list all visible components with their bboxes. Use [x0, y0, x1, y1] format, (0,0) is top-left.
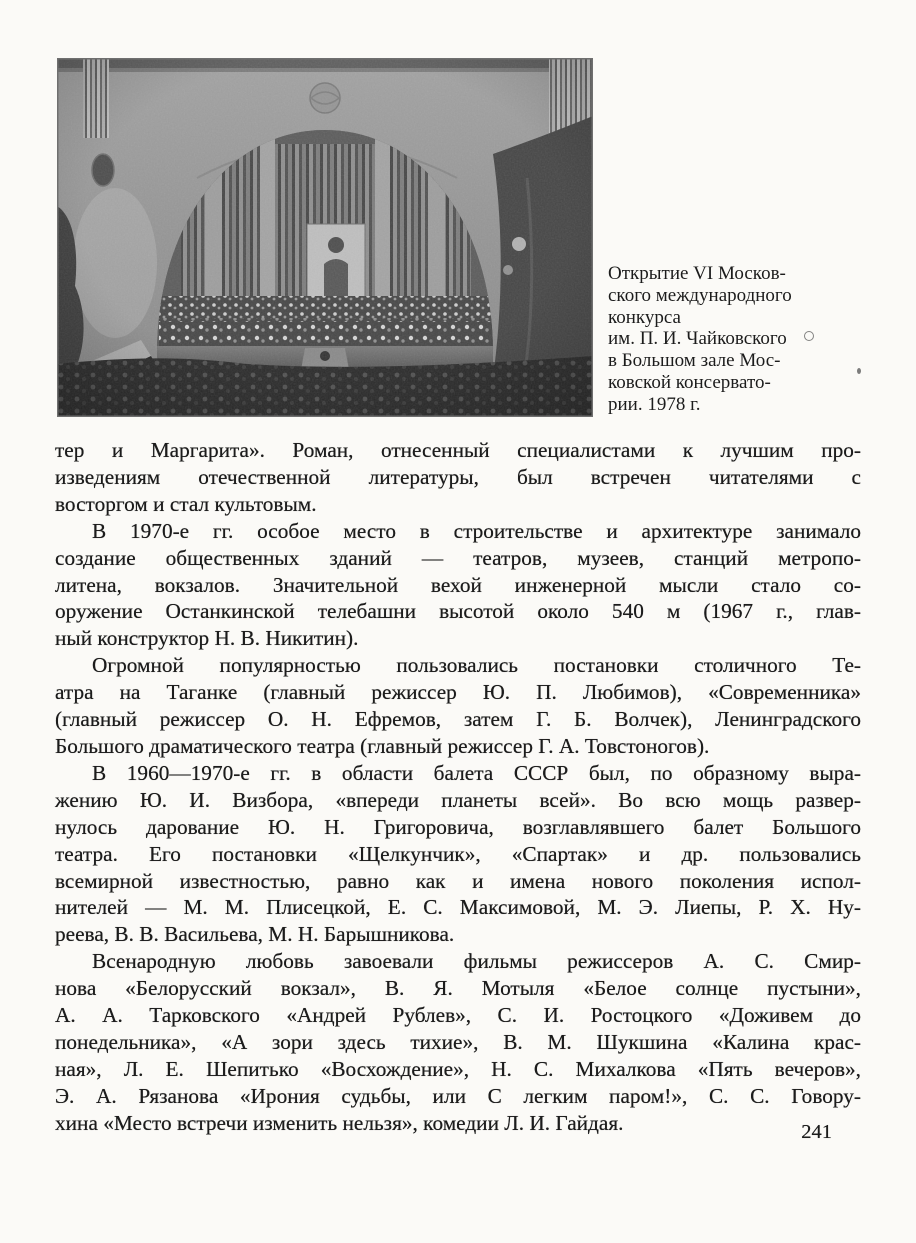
caption-line: Открытие VI Москов-: [608, 263, 786, 284]
text-line: атра на Таганке (главный режиссер Ю. П. Любимов), «Современника»: [55, 680, 861, 705]
paragraph: [55, 652, 861, 760]
text-line: оружение Останкинской телебашни высотой около 540 м (1967 г., глав-: [55, 599, 861, 624]
caption-line: им. П. И. Чайковского: [608, 328, 787, 350]
photo-conservatory-hall: [57, 58, 593, 417]
paragraph: [55, 760, 861, 948]
text-line: (главный режиссер О. Н. Ефремов, затем Г. Б. Волчек), Ленинградского: [55, 707, 861, 732]
caption-line: конкурса: [608, 306, 681, 328]
text-line: А. А. Тарковского «Андрей Рублев», С. И. Ростоцкого «Доживем до: [55, 1003, 861, 1028]
text-line: В 1960—1970-е гг. в области балета СССР был, по образному выра-: [92, 760, 861, 785]
text-line: тер и Маргарита». Роман, отнесенный специалистами к лучшим про-: [55, 438, 861, 462]
paragraph: [55, 948, 861, 1136]
caption-line: ского международного: [608, 284, 792, 306]
text-line: нулось дарование Ю. Н. Григоровича, возглавлявшего балет Большого: [55, 814, 861, 839]
text-line: литена, вокзалов. Значительной вехой инженерной мысли стало со-: [55, 572, 861, 597]
body-text: [55, 437, 861, 1137]
ink-speck-dot: [857, 368, 861, 374]
ink-speck-ring: [804, 331, 814, 341]
paragraph: [55, 518, 861, 653]
text-line: жению Ю. И. Визбора, «впереди планеты всей». Во всю мощь развер-: [55, 787, 861, 812]
text-line: хина «Место встречи изменить нельзя», комедии Л. И. Гайдая.: [55, 1110, 624, 1135]
text-line: восторгом и стал культовым.: [55, 491, 317, 516]
text-line: реева, В. В. Васильева, М. Н. Барышникова.: [55, 922, 455, 947]
text-line: понедельника», «А зори здесь тихие», В. М. Шукшина «Калина крас-: [55, 1029, 861, 1054]
text-line: В 1970-е гг. особое место в строительстве и архитектуре занимало: [92, 518, 861, 543]
text-line: изведениям отечественной литературы, был встречен читателями с: [55, 464, 861, 489]
photo-svg: [57, 58, 593, 417]
text-line: всемирной известностью, равно как и имена нового поколения испол-: [55, 868, 861, 893]
text-line: нова «Белорусский вокзал», В. Я. Мотыля «Белое солнце пустыни»,: [55, 976, 861, 1001]
text-line: создание общественных зданий — театров, музеев, станций метропо-: [55, 545, 861, 570]
caption-line: в Большом зале Мос-: [608, 350, 781, 372]
text-line: театра. Его постановки «Щелкунчик», «Спартак» и др. пользовались: [55, 841, 861, 866]
text-line: ный конструктор Н. В. Никитин).: [55, 626, 359, 651]
page-number: 241: [801, 1121, 832, 1143]
text-line: Всенародную любовь завоевали фильмы режиссеров А. С. Смир-: [92, 949, 861, 974]
photo-vignette: [57, 58, 593, 417]
text-line: Э. А. Рязанова «Ирония судьбы, или С легким паром!», С. С. Говору-: [55, 1083, 861, 1108]
text-line: Огромной популярностью пользовались постановки столичного Те-: [92, 653, 861, 678]
caption-line: рии. 1978 г.: [608, 393, 701, 415]
text-line: Большого драматического театра (главный режиссер Г. А. Товстоногов).: [55, 733, 710, 758]
text-line: нителей — М. М. Плисецкой, Е. С. Максимовой, М. Э. Лиепы, Р. Х. Ну-: [55, 895, 861, 920]
caption-line: ковской консервато-: [608, 371, 771, 393]
paragraph: [55, 437, 861, 518]
text-line: ная», Л. Е. Шепитько «Восхождение», Н. С. Михалкова «Пять вечеров»,: [55, 1056, 861, 1081]
